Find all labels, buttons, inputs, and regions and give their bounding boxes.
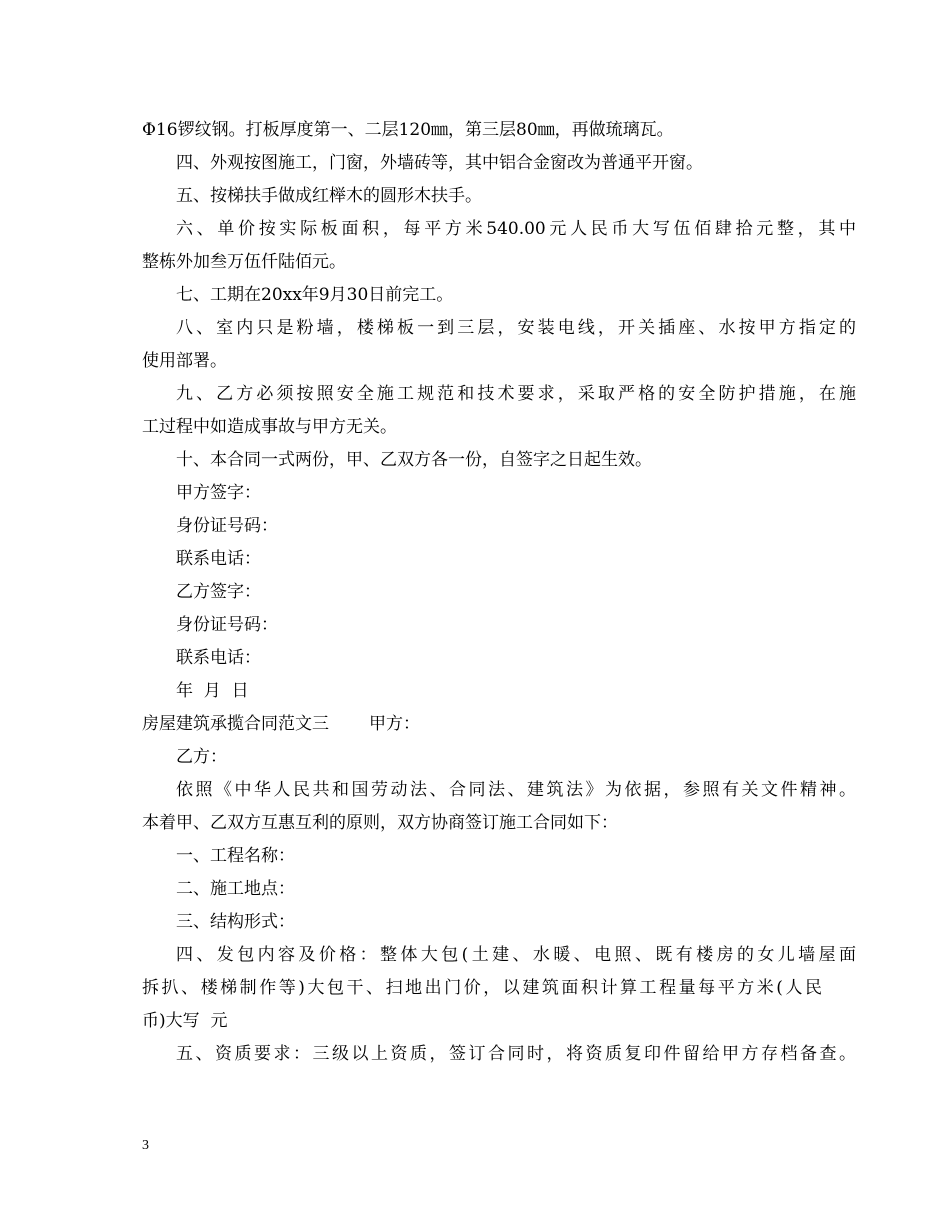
party-a-label: 甲方： (369, 714, 420, 734)
contract-scope-clause: 四、发包内容及价格：整体大包(土建、水暖、电照、既有楼房的女儿墙屋面 (176, 945, 856, 965)
contract-scope-continued: 拆扒、楼梯制作等)大包干、扫地出门价，以建筑面积计算工程量每平方米(人民 (142, 978, 822, 998)
clause-7: 七、工期在20xx年9月30日前完工。 (176, 285, 454, 305)
clause-5: 五、按梯扶手做成红榉木的圆形木扶手。 (176, 186, 482, 206)
page-number: 3 (142, 1138, 149, 1153)
basis-paragraph: 依照《中华人民共和国劳动法、合同法、建筑法》为依据，参照有关文件精神。 (176, 780, 856, 800)
party-a-id-label: 身份证号码： (176, 516, 278, 536)
date-label: 年 月 日 (176, 681, 249, 701)
contract-price-line: 币)大写 元 (142, 1011, 228, 1031)
party-a-signature-label: 甲方签字： (176, 483, 261, 503)
basis-paragraph-continued: 本着甲、乙双方互惠互利的原则，双方协商签订施工合同如下： (142, 813, 618, 833)
project-name-label: 一、工程名称： (176, 846, 295, 866)
clause-8: 八、室内只是粉墙，楼梯板一到三层，安装电线，开关插座、水按甲方指定的 (176, 318, 856, 338)
section-heading-line (142, 708, 822, 741)
structure-type-label: 三、结构形式： (176, 912, 295, 932)
document-body (142, 114, 856, 1071)
party-b-label: 乙方： (176, 747, 227, 767)
clause-9: 九、乙方必须按照安全施工规范和技术要求，采取严格的安全防护措施，在施 (176, 384, 856, 404)
party-b-phone-label: 联系电话： (176, 648, 261, 668)
party-a-phone-label: 联系电话： (176, 549, 261, 569)
qualification-clause: 五、资质要求：三级以上资质，签订合同时，将资质复印件留给甲方存档备查。 (176, 1044, 856, 1064)
clause-10: 十、本合同一式两份，甲、乙双方各一份，自签字之日起生效。 (176, 450, 652, 470)
party-b-signature-label: 乙方签字： (176, 582, 261, 602)
party-b-id-label: 身份证号码： (176, 615, 278, 635)
clause-6: 六、单价按实际板面积，每平方米540.00元人民币大写伍佰肆拾元整，其中 (176, 219, 856, 239)
clause-8-continued: 使用部署。 (142, 351, 227, 371)
construction-site-label: 二、施工地点： (176, 879, 295, 899)
text-line: Φ16锣纹钢。打板厚度第一、二层120㎜，第三层80㎜，再做琉璃瓦。 (142, 120, 674, 140)
clause-4: 四、外观按图施工，门窗，外墙砖等，其中铝合金窗改为普通平开窗。 (176, 153, 703, 173)
clause-6-continued: 整栋外加叁万伍仟陆佰元。 (142, 252, 346, 272)
clause-9-continued: 工过程中如造成事故与甲方无关。 (142, 417, 397, 437)
section-title: 房屋建筑承揽合同范文三 (142, 714, 329, 734)
